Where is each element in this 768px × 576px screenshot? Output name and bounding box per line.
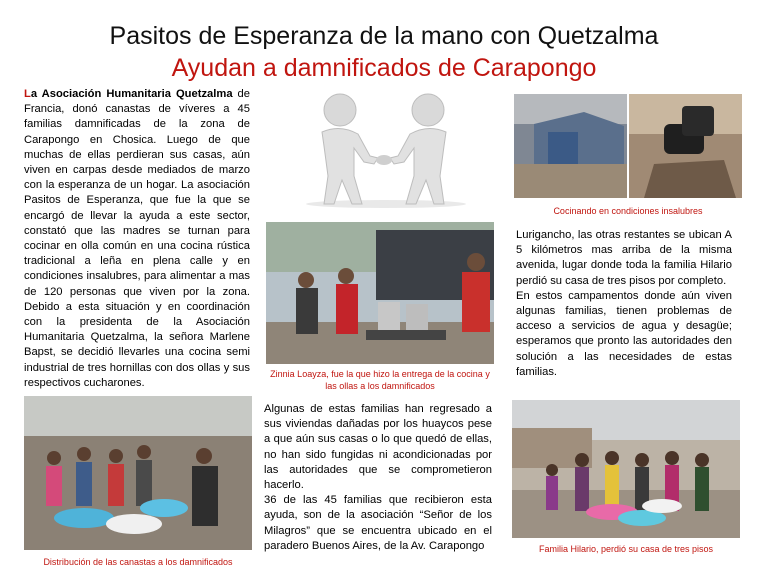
page-subtitle: Ayudan a damnificados de Carapongo: [171, 54, 597, 82]
distribution-photo: [24, 396, 252, 550]
left-article-text: [24, 87, 250, 391]
lead-organization: a Asociación Humanitaria Quetzalma: [30, 88, 233, 100]
right-paragraph-2: En estos campamentos donde aún viven algunas familias, tienen problemas de acceso a servicios de agua y desagüe; esperamos que pronto las autoridades den solución a las necesidades de estas familias.: [516, 289, 732, 378]
lead-letter: L: [24, 88, 31, 100]
middle-paragraph-2: 36 de las 45 familias que recibieron esta ayuda, son de la asociación “Señor de los Milagros” que se encuentra ubicado en el paradero Buenos Aires, de la Av. Carapongo: [264, 494, 492, 552]
family-photo: [512, 400, 740, 538]
page-title: Pasitos de Esperanza de la mano con Quetzalma: [109, 22, 659, 50]
caption-distribution: Distribución de las canastas a los damnificados: [43, 557, 233, 567]
cooking-photo: [514, 94, 742, 198]
caption-family: Familia Hilario, perdió su casa de tres pisos: [538, 544, 714, 554]
left-body-text: de Francia, donó canastas de víveres a 45 familias damnificadas de la zona de Carapongo en Chosica. Luego de que muchas de ellas perdieran sus casas, aún viven en carpas desde mediados de marzo con la esperanza de un hogar. La asociación Pasitos de Esperanza, que fue la que se encargó de llevar la ayuda a este sector, constató que las madres se turnan para cocinar en olla común en una cocina rústica tradicional a leña en plena calle y en condiciones insalubres, para alimentar a mas de 120 personas que viven por la zona. Debido a esta situación y en coordinación con la presidenta de la Asociación Humanitaria Quetzalma, la señora Marlene Bapst, se decidió llevarles una cocina semi industrial de tres hornillas con dos ollas y sus respectivos cucharones.: [24, 88, 250, 389]
caption-cooking: Cocinando en condiciones insalubres: [553, 206, 703, 216]
handshake-illustration: [278, 86, 494, 208]
caption-delivery: Zinnia Loayza, fue la que hizo la entrega de la cocina y las ollas a los damnificados: [270, 369, 490, 391]
middle-article-text: [264, 402, 492, 554]
right-paragraph-1: Lurigancho, las otras restantes se ubican A 5 kilómetros mas arriba de la misma avenida, lugar donde toda la familia Hilario perdió su casa de tres pisos por completo.: [516, 229, 732, 287]
right-article-text: [516, 228, 732, 380]
middle-paragraph-1: Algunas de estas familias han regresado a sus viviendas dañadas por los huaycos pese a que aún sus casas o lo que quedó de ellas, no han sido fungidas ni acondicionadas por las autoridades que se comprometieron hacerlo.: [264, 403, 492, 492]
delivery-photo: [266, 222, 494, 364]
